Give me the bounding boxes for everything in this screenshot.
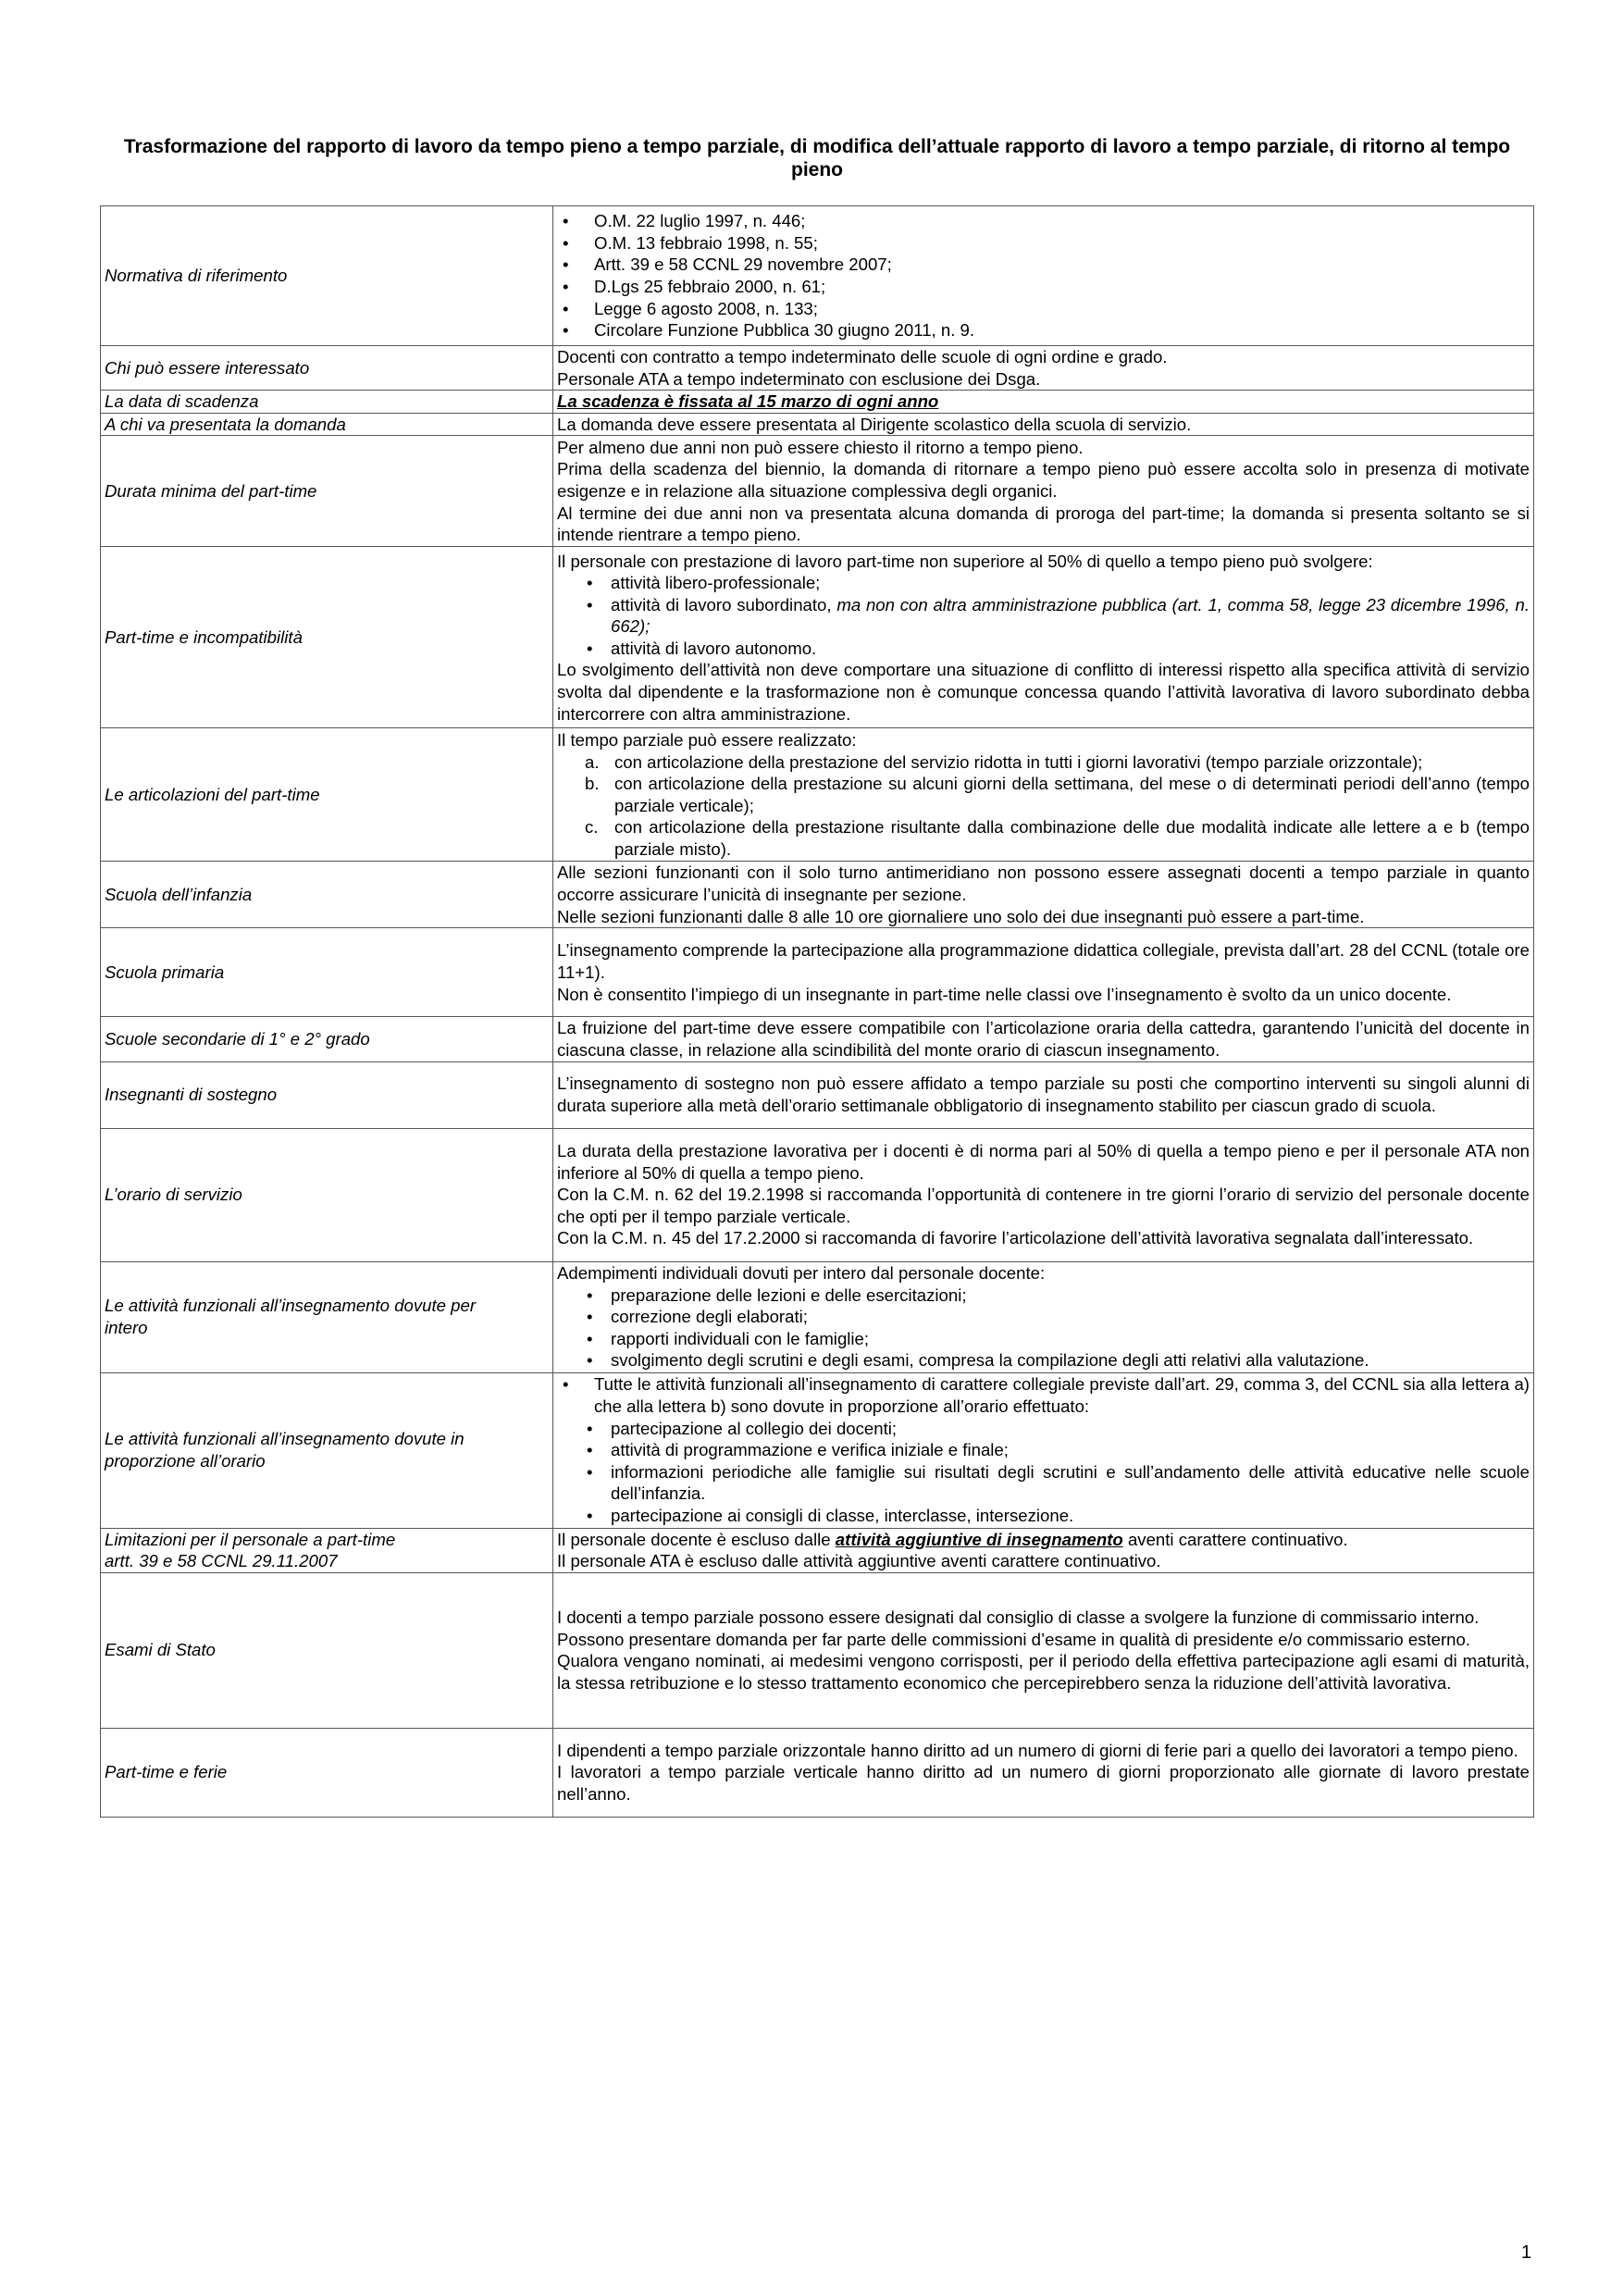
paragraph [557,1529,1530,1551]
page-number: 1 [1521,2242,1532,2263]
table-row [101,1061,1534,1128]
row-label [101,1528,553,1572]
row-value [553,728,1534,862]
table-row [101,1128,1534,1261]
row-value [553,1572,1534,1728]
row-value [553,862,1534,928]
paragraph: I dipendenti a tempo parziale orizzontale hanno diritto ad un numero di giorni di ferie pari a quello dei lavoratori a tempo pieno. [557,1740,1518,1760]
paragraph: La durata della prestazione lavorativa per i docenti è di norma pari al 50% di quella a tempo pieno e per il personale ATA non inferiore al 50% di quella a tempo pieno. [557,1141,1530,1183]
row-label: Chi può essere interessato [101,346,553,391]
list-item: • svolgimento degli scrutini e degli esami, compresa la compilazione degli atti relativi alla valutazione. [594,1349,1530,1371]
table-row [101,862,1534,928]
table-row [101,346,1534,391]
list-item [585,751,1530,774]
row-label: Esami di Stato [101,1572,553,1728]
paragraph: Docenti con contratto a tempo indeterminato delle scuole di ogni ordine e grado. [557,347,1168,366]
paragraph: Il personale ATA è escluso dalle attività aggiuntive aventi carattere continuativo. [557,1551,1161,1571]
row-value [553,547,1534,728]
paragraph: Con la C.M. n. 62 del 19.2.1998 si raccomanda l’opportunità di contenere in tre giorni l’orario di servizio del personale docente che opti per il tempo parziale verticale. [557,1185,1530,1226]
item-text-italic: ma non con altra amministrazione pubblica (art. 1, comma 58, legge 23 dicembre 1996, n. 662); [611,594,1530,637]
paragraph: Il tempo parziale può essere realizzato: [557,730,857,751]
row-value [553,1528,1534,1572]
bullet-list [557,1285,1530,1371]
list-item: • partecipazione al collegio dei docenti; [594,1418,1530,1440]
info-table [100,205,1534,1818]
row-value [553,1128,1534,1261]
row-label: Le articolazioni del part-time [101,728,553,862]
bullet-list [557,572,1530,659]
list-item [594,594,1530,638]
list-item: • partecipazione ai consigli di classe, interclasse, intersezione. [594,1505,1530,1527]
paragraph: Per almeno due anni non può essere chiesto il ritorno a tempo pieno. [557,437,1084,457]
paragraph: Alle sezioni funzionanti con il solo turno antimeridiano non possono essere assegnati docenti a tempo parziale in quanto occorre assicurare l’unicità di insegnante per sezione. [557,863,1530,905]
label-line: Limitazioni per il personale a part-time [105,1529,396,1549]
row-value: La domanda deve essere presentata al Dirigente scolastico della scuola di servizio. [553,413,1534,436]
row-value [553,206,1534,346]
row-label [101,1261,553,1372]
bullet-list [557,210,1530,341]
table-row [101,1572,1534,1728]
row-label: Scuole secondarie di 1° e 2° grado [101,1017,553,1061]
list-item: • Tutte le attività funzionali all’insegnamento di carattere collegiale previste dall’art. 29, comma 3, del CCNL sia alla lettera a) che alla lettera b) sono dovute in proporzione all’orario effettuato: [576,1373,1530,1417]
list-item: • informazioni periodiche alle famiglie sui risultati degli scrutini e sull’andamento delle attività educative nelle scuole dell’infanzia. [594,1461,1530,1505]
paragraph: Prima della scadenza del biennio, la domanda di ritornare a tempo pieno può essere accolta solo in presenza di motivate esigenze e in relazione alla situazione complessiva degli organici. [557,459,1530,502]
row-label: Scuola dell’infanzia [101,862,553,928]
bullet-list [557,1373,1530,1417]
list-item: • correzione degli elaborati; [594,1306,1530,1328]
list-item: • rapporti individuali con le famiglie; [594,1328,1530,1350]
row-value [553,928,1534,1017]
label-line: Le attività funzionali all’insegnamento dovute in [105,1429,465,1449]
list-item: • O.M. 13 febbraio 1998, n. 55; [576,232,1530,254]
text-run: Il personale docente è escluso dalle [557,1529,836,1549]
list-marker: b. [585,774,600,794]
list-item: • Artt. 39 e 58 CCNL 29 novembre 2007; [576,254,1530,276]
row-value [553,1728,1534,1817]
table-row [101,1017,1534,1061]
list-item: • D.Lgs 25 febbraio 2000, n. 61; [576,276,1530,298]
table-row [101,1372,1534,1528]
row-label: L’orario di servizio [101,1128,553,1261]
list-item: • attività di programmazione e verifica iniziale e finale; [594,1439,1530,1461]
list-item: • attività libero-professionale; [594,572,1530,594]
list-marker: c. [585,817,599,838]
table-row [101,413,1534,436]
row-value [553,391,1534,414]
row-value [553,346,1534,391]
item-text: con articolazione della prestazione del servizio ridotta in tutti i giorni lavorativi (tempo parziale orizzontale); [614,751,1423,772]
list-item [585,816,1530,860]
paragraph: Personale ATA a tempo indeterminato con esclusione dei Dsga. [557,368,1041,389]
paragraph: Possono presentare domanda per far parte delle commissioni d’esame in qualità di presidente e/o commissario esterno. [557,1629,1471,1649]
paragraph: Con la C.M. n. 45 del 17.2.2000 si raccomanda di favorire l’articolazione dell’attività lavorativa segnalata dall’interessato. [557,1228,1474,1248]
table-row [101,728,1534,862]
deadline-text: La scadenza è fissata al 15 marzo di ogni anno [557,391,939,412]
label-line: Le attività funzionali all’insegnamento dovute per [105,1296,477,1316]
table-row [101,1261,1534,1372]
text-run: aventi carattere continuativo. [1122,1529,1348,1549]
paragraph: Nelle sezioni funzionanti dalle 8 alle 10 ore giornaliere uno solo dei due insegnanti può essere a part-time. [557,906,1365,926]
item-text: attività di lavoro subordinato, [611,594,837,614]
row-value [553,1372,1534,1528]
table-row [101,1528,1534,1572]
paragraph: Adempimenti individuali dovuti per intero dal personale docente: [557,1263,1046,1284]
row-label: Durata minima del part-time [101,436,553,547]
row-label: Insegnanti di sostegno [101,1061,553,1128]
list-item [585,773,1530,816]
row-label: Part-time e incompatibilità [101,547,553,728]
table-row [101,391,1534,414]
row-label: Scuola primaria [101,928,553,1017]
item-text: con articolazione della prestazione su alcuni giorni della settimana, del mese o di determinati periodi dell’anno (tempo parziale verticale); [614,774,1530,815]
paragraph: Non è consentito l’impiego di un insegnante in part-time nelle classi ove l’insegnamento è svolto da un unico docente. [557,984,1452,1004]
list-item: • O.M. 22 luglio 1997, n. 446; [576,210,1530,232]
list-marker: a. [585,751,600,772]
table-row [101,547,1534,728]
lettered-list [557,751,1530,861]
row-value: La fruizione del part-time deve essere compatibile con l’articolazione oraria della cattedra, garantendo l’unicità del docente in ciascuna classe, in relazione alla scindibilità del monte orario di ciascun insegnamento. [553,1017,1534,1061]
paragraph: Lo svolgimento dell’attività non deve comportare una situazione di conflitto di interessi rispetto alla specifica attività di servizio svolta dal dipendente e la trasformazione non è comunque concessa quando l’attività lavorativa di lavoro subordinato debba intercorrere con altra amministrazione. [557,660,1530,724]
emphasis-text: attività aggiuntive di insegnamento [835,1529,1123,1549]
paragraph: I docenti a tempo parziale possono essere designati dal consiglio di classe a svolgere la funzione di commissario interno. [557,1607,1480,1628]
row-label: Part-time e ferie [101,1728,553,1817]
label-line: proporzione all’orario [105,1451,266,1471]
row-label: Normativa di riferimento [101,206,553,346]
table-row [101,1728,1534,1817]
row-value [553,1261,1534,1372]
row-value: L’insegnamento di sostegno non può essere affidato a tempo parziale su posti che comportino interventi su singoli alunni di durata superiore alla metà dell’orario settimanale obbligatorio di insegnamento stabilito per ciascun grado di scuola. [553,1061,1534,1128]
paragraph: Qualora vengano nominati, ai medesimi vengono corrisposti, per il periodo della effettiva partecipazione agli esami di maturità, la stessa retribuzione e lo stesso trattamento economico che percepirebbero senza la riduzione dell’attività lavorativa. [557,1651,1530,1693]
label-line: artt. 39 e 58 CCNL 29.11.2007 [105,1551,338,1571]
row-label [101,1372,553,1528]
paragraph: Al termine dei due anni non va presentata alcuna domanda di proroga del part-time; la domanda si presenta soltanto se si intende rientrare a tempo pieno. [557,503,1530,545]
row-value [553,436,1534,547]
table-row [101,928,1534,1017]
item-text: con articolazione della prestazione risultante dalla combinazione delle due modalità indicate alle lettere a e b (tempo parziale misto). [614,817,1530,860]
list-item: • preparazione delle lezioni e delle esercitazioni; [594,1285,1530,1307]
document-title: Trasformazione del rapporto di lavoro da tempo pieno a tempo parziale, di modifica dell’attuale rapporto di lavoro a tempo parziale, di ritorno al tempo pieno [123,136,1511,180]
row-label: La data di scadenza [101,391,553,414]
list-item: • Legge 6 agosto 2008, n. 133; [576,298,1530,320]
bullet-list [557,1418,1530,1527]
paragraph: Il personale con prestazione di lavoro part-time non superiore al 50% di quello a tempo pieno può svolgere: [557,551,1373,571]
row-label: A chi va presentata la domanda [101,413,553,436]
paragraph: L’insegnamento comprende la partecipazione alla programmazione didattica collegiale, prevista dall’art. 28 del CCNL (totale ore 11+1). [557,940,1530,983]
table-row [101,436,1534,547]
list-item: • Circolare Funzione Pubblica 30 giugno 2011, n. 9. [576,319,1530,341]
table-row [101,206,1534,346]
label-line: intero [105,1318,148,1338]
list-item: • attività di lavoro autonomo. [594,638,1530,660]
paragraph: I lavoratori a tempo parziale verticale hanno diritto ad un numero di giorni proporzionato alle giornate di lavoro prestate nell’anno. [557,1762,1530,1805]
